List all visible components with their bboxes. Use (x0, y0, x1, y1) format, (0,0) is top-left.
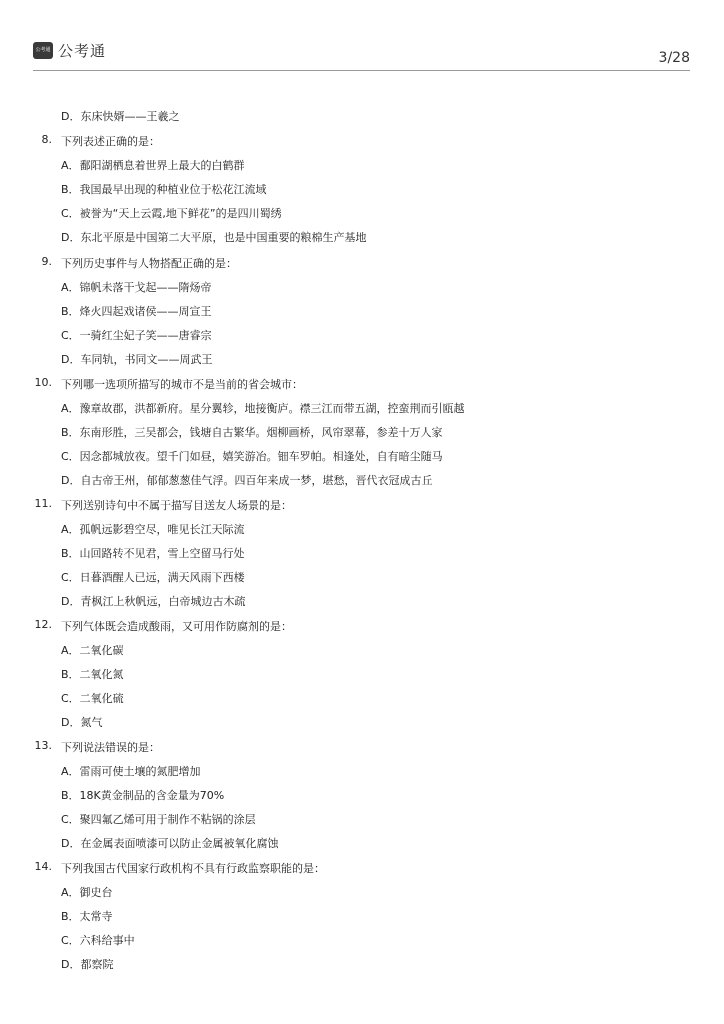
question-stem: 下列送别诗句中不属于描写目送友人场景的是： (61, 499, 292, 512)
option-line: B．山回路转不见君，雪上空留马行处 (61, 547, 245, 560)
option-line: A．御史台 (61, 886, 113, 899)
question-number: 11. (34, 497, 52, 510)
option-line: A．鄱阳湖栖息着世界上最大的白鹤群 (61, 159, 245, 172)
option-line: B．18K黄金制品的含金量为70% (61, 789, 225, 802)
question-stem: 下列哪一选项所描写的城市不是当前的省会城市： (61, 378, 303, 391)
question-number: 12. (34, 618, 52, 631)
option-line: A．孤帆远影碧空尽，唯见长江天际流 (61, 523, 245, 536)
option-line: C．因念都城放夜。望千门如昼，嬉笑游冶。钿车罗帕。相逢处，自有暗尘随马 (61, 450, 443, 463)
page-number: 3/28 (658, 50, 690, 66)
question-stem: 下列历史事件与人物搭配正确的是： (61, 257, 237, 270)
option-line: A．雷雨可使土壤的氮肥增加 (61, 765, 201, 778)
page-header (33, 40, 690, 71)
question-number: 14. (34, 860, 52, 873)
question-number: 10. (34, 376, 52, 389)
option-line: D．东床快婿——王羲之 (61, 110, 180, 123)
option-line: D．自古帝王州，郁郁葱葱佳气浮。四百年来成一梦，堪愁，晋代衣冠成古丘 (61, 474, 433, 487)
option-line: D．东北平原是中国第二大平原，也是中国重要的粮棉生产基地 (61, 231, 367, 244)
option-line: C．聚四氟乙烯可用于制作不粘锅的涂层 (61, 813, 256, 826)
question-stem: 下列我国古代国家行政机构不具有行政监察职能的是： (61, 862, 325, 875)
option-line: B．我国最早出现的种植业位于松花江流域 (61, 183, 267, 196)
logo-text: 公考通 (58, 42, 107, 60)
option-line: C．一骑红尘妃子笑——唐睿宗 (61, 329, 212, 342)
option-line: C．被誉为“天上云霞,地下鲜花”的是四川蜀绣 (61, 207, 282, 220)
option-line: B．太常寺 (61, 910, 113, 923)
option-line: D．在金属表面喷漆可以防止金属被氧化腐蚀 (61, 837, 279, 850)
option-line: D．车同轨，书同文——周武王 (61, 353, 213, 366)
option-line: A．锦帆未落干戈起——隋炀帝 (61, 281, 212, 294)
logo-icon: 公考通 (33, 42, 53, 59)
question-stem: 下列说法错误的是： (61, 741, 160, 754)
option-line: B．烽火四起戏诸侯——周宣王 (61, 305, 212, 318)
option-line: D．氮气 (61, 716, 103, 729)
question-stem: 下列表述正确的是： (61, 135, 160, 148)
option-line: A．二氧化碳 (61, 644, 124, 657)
question-number: 9. (41, 255, 52, 268)
option-line: A．豫章故郡，洪都新府。星分翼轸，地接衡庐。襟三江而带五湖，控蛮荆而引瓯越 (61, 402, 465, 415)
option-line: D．青枫江上秋帆远，白帝城边古木疏 (61, 595, 246, 608)
option-line: D．都察院 (61, 958, 114, 971)
question-number: 8. (41, 133, 52, 146)
question-number: 13. (34, 739, 52, 752)
question-stem: 下列气体既会造成酸雨，又可用作防腐剂的是： (61, 620, 292, 633)
option-line: C．二氧化硫 (61, 692, 124, 705)
option-line: C．六科给事中 (61, 934, 135, 947)
option-line: B．东南形胜，三吴都会，钱塘自古繁华。烟柳画桥，风帘翠幕，参差十万人家 (61, 426, 443, 439)
option-line: C．日暮酒醒人已远，满天风雨下西楼 (61, 571, 245, 584)
option-line: B．二氧化氮 (61, 668, 124, 681)
